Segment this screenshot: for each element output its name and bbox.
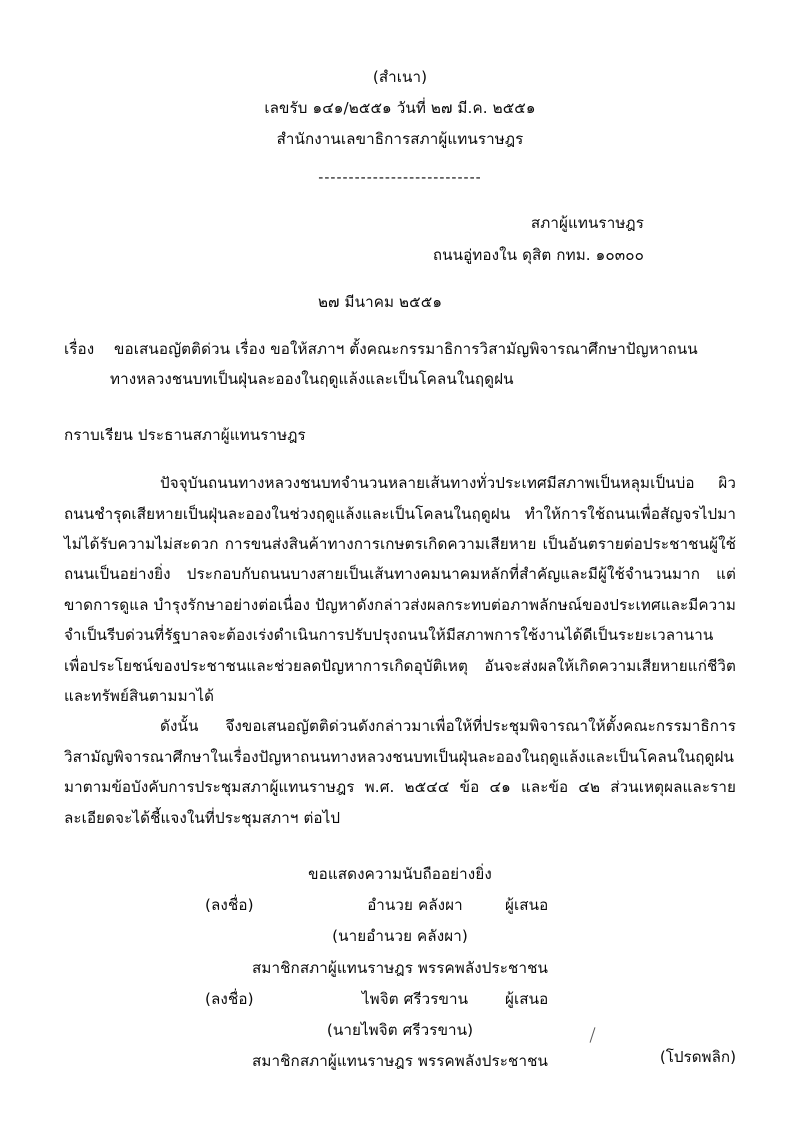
body-paragraph-1: ปัจจุบันถนนทางหลวงชนบทจำนวนหลายเส้นทางทั่วประเทศมีสภาพเป็นหลุมเป็นบ่อ ผิวถนนชำรุดเสียหายเป็นฝุ่นละอองในช่วงฤดูแล้งและเป็นโคลนในฤดูฝน ทำให้การใช้ถนนเพื่อสัญจรไปมาไม่ได้รับความไม่สะดวก การขนส่งสินค้าทางการเกษตรเกิดความเสียหาย เป็นอันตรายต่อประชาชนผู้ใช้ถนนเป็นอย่างยิ่ง ประกอบกับถนนบางสายเป็นเส้นทางคมนาคมหลักที่สำคัญและมีผู้ใช้จำนวนมาก แต่ขาดการดูแล บำรุงรักษาอย่างต่อเนื่อง ปัญหาดังกล่าวส่งผลกระทบต่อภาพลักษณ์ของประเทศและมีความจำเป็นรีบด่วนที่รัฐบาลจะต้องเร่งดำเนินการปรับปรุงถนนให้มีสภาพการใช้งานได้ดีเป็นระยะเวลานานเพื่อประโยชน์ของประชาชนและช่วยลดปัญหาการเกิดอุบัติเหตุ อันจะส่งผลให้เกิดความเสียหายแก่ชีวิตและทรัพย์สินตามมาได้ bbox=[64, 474, 736, 706]
document-body bbox=[64, 62, 736, 1077]
receipt-line: เลขรับ ๑๔๑/๒๕๕๑ วันที่ ๒๗ มี.ค. ๒๕๕๑ bbox=[264, 99, 536, 118]
sender-organization: สภาผู้แทนราษฎร bbox=[530, 213, 644, 232]
signature-name: ไพจิต ศรีวรขาน bbox=[361, 989, 469, 1008]
office-line: สำนักงานเลขาธิการสภาผู้แทนราษฎร bbox=[276, 130, 524, 149]
document-date: ๒๗ มีนาคม ๒๕๕๑ bbox=[317, 293, 443, 312]
body-paragraph-2: ดังนั้น จึงขอเสนอญัตติด่วนดังกล่าวมาเพื่อให้ที่ประชุมพิจารณาให้ตั้งคณะกรรมาธิการวิสามัญพิจารณาศึกษาในเรื่องปัญหาถนนทางหลวงชนบทเป็นฝุ่นละอองในฤดูแล้งและเป็นโคลนในฤดูฝน มาตามข้อบังคับการประชุมสภาผู้แทนราษฎร พ.ศ. ๒๕๔๔ ข้อ ๔๑ และข้อ ๔๒ ส่วนเหตุผลและรายละเอียดจะได้ชี้แจงในที่ประชุมสภาฯ ต่อไป bbox=[64, 717, 736, 827]
subject-text: ขอเสนอญัตติด่วน เรื่อง ขอให้สภาฯ ตั้งคณะกรรมาธิการวิสามัญพิจารณาศึกษาปัญหาถนน bbox=[114, 339, 698, 358]
signer-role: ผู้เสนอ bbox=[505, 896, 549, 915]
signer-name-paren: (นายไพจิต ศรีวรขาน) bbox=[326, 1020, 474, 1039]
subject-label: เรื่อง bbox=[64, 339, 95, 358]
document-header bbox=[64, 62, 736, 193]
salutation: กราบเรียน ประธานสภาผู้แทนราษฎร bbox=[64, 425, 306, 444]
copy-mark: (สำเนา) bbox=[372, 68, 428, 86]
signature-block bbox=[64, 859, 736, 1077]
sign-label: (ลงชื่อ) bbox=[205, 989, 254, 1008]
closing-line: ขอแสดงความนับถืออย่างยิ่ง bbox=[308, 865, 492, 884]
sign-label: (ลงชื่อ) bbox=[205, 896, 254, 915]
subject-text-continued: ทางหลวงชนบทเป็นฝุ่นละอองในฤดูแล้งและเป็นโคลนในฤดูฝน bbox=[110, 370, 514, 389]
signer-position: สมาชิกสภาผู้แทนราษฎร พรรคพลังประชาชน bbox=[252, 1052, 548, 1071]
pen-stroke-mark bbox=[586, 1027, 602, 1045]
signature-row bbox=[64, 984, 736, 1015]
sender-block bbox=[64, 207, 736, 272]
subject-block bbox=[64, 334, 736, 395]
signer-role: ผู้เสนอ bbox=[505, 989, 549, 1008]
signer-position: สมาชิกสภาผู้แทนราษฎร พรรคพลังประชาชน bbox=[252, 958, 548, 977]
sender-address: ถนนอู่ทองใน ดุสิต กทม. ๑๐๓๐๐ bbox=[432, 246, 644, 265]
footer-note: (โปรดพลิก) bbox=[659, 1048, 736, 1066]
divider: --------------------------- bbox=[318, 170, 482, 187]
signer-name-paren: (นายอำนวย คลังผา) bbox=[332, 927, 468, 946]
signature-row bbox=[64, 890, 736, 921]
signature-name: อำนวย คลังผา bbox=[367, 896, 463, 915]
